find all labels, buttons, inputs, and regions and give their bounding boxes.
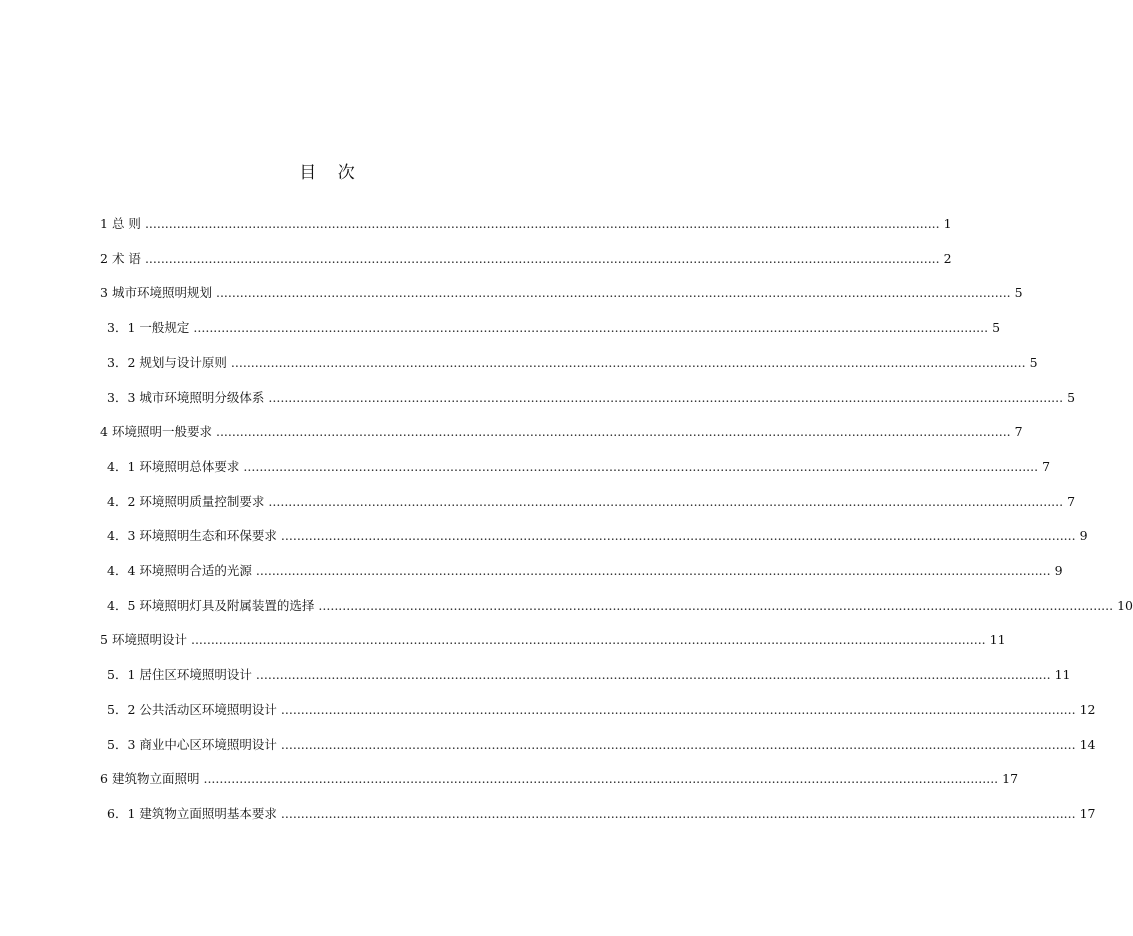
toc-entry-title: 建筑物立面照明基本要求 [139, 806, 277, 821]
toc-entry-number: 4．5 [107, 598, 136, 613]
toc-entry-number: 3．1 [107, 320, 136, 335]
toc-entry-page-number: 2 [943, 251, 952, 266]
toc-entry-title: 居住区环境照明设计 [139, 667, 252, 682]
toc-entry [107, 665, 1071, 685]
toc-entry-title: 城市环境照明规划 [111, 285, 212, 300]
toc-entry-title: 环境照明设计 [111, 632, 187, 647]
toc-entry-page-number: 14 [1079, 737, 1096, 752]
toc-entry-page-number: 17 [1079, 806, 1096, 821]
toc-dot-leader: ........................................................................................................................................................................................................ [280, 806, 1076, 821]
toc-entry [107, 700, 1096, 720]
toc-entry-number: 5．2 [107, 702, 136, 717]
toc-entry-page-number: 10 [1117, 598, 1133, 613]
toc-entry-title: 商业中心区环境照明设计 [139, 737, 277, 752]
toc-entry [107, 735, 1096, 755]
toc-entry-number: 4 [100, 424, 108, 439]
toc-entry-title: 环境照明合适的光源 [139, 563, 252, 578]
toc-entry [107, 492, 1076, 512]
toc-dot-leader: ........................................................................................................................................................................................................ [203, 771, 999, 786]
toc-dot-leader: ........................................................................................................................................................................................................ [318, 598, 1114, 613]
toc-entry-number: 3．2 [107, 355, 136, 370]
toc-dot-leader: ........................................................................................................................................................................................................ [280, 737, 1076, 752]
toc-entry [107, 804, 1096, 824]
toc-dot-leader: ........................................................................................................................................................................................................ [144, 216, 940, 231]
toc-entry-number: 6 [100, 771, 108, 786]
toc-entry [100, 214, 952, 234]
toc-entry [107, 457, 1051, 477]
toc-entry-page-number: 7 [1042, 459, 1051, 474]
toc-entry [100, 769, 1019, 789]
toc-entry-number: 5．3 [107, 737, 136, 752]
toc-entry-page-number: 5 [1014, 285, 1023, 300]
toc-dot-leader: ........................................................................................................................................................................................................ [268, 390, 1064, 405]
toc-entry-title: 环境照明质量控制要求 [139, 494, 265, 509]
toc-entry-number: 4．1 [107, 459, 136, 474]
toc-entry-page-number: 7 [1014, 424, 1023, 439]
toc-entry-page-number: 7 [1067, 494, 1076, 509]
toc-entry [100, 422, 1023, 442]
toc-entry-page-number: 9 [1054, 563, 1063, 578]
toc-entry-title: 术 语 [111, 251, 141, 266]
toc-dot-leader: ........................................................................................................................................................................................................ [280, 528, 1076, 543]
toc-dot-leader: ........................................................................................................................................................................................................ [255, 667, 1051, 682]
toc-entry [107, 526, 1088, 546]
toc-entry-page-number: 11 [1054, 667, 1071, 682]
toc-entry [100, 283, 1023, 303]
toc-dot-leader: ........................................................................................................................................................................................................ [215, 285, 1011, 300]
toc-entry-number: 3 [100, 285, 108, 300]
toc-dot-leader: ........................................................................................................................................................................................................ [280, 702, 1076, 717]
toc-entry-page-number: 5 [1067, 390, 1076, 405]
toc-entry-number: 4．3 [107, 528, 136, 543]
toc-entry-number: 5．1 [107, 667, 136, 682]
toc-entry-page-number: 17 [1002, 771, 1019, 786]
toc-entry-page-number: 11 [989, 632, 1006, 647]
toc-entry-title: 环境照明灯具及附属装置的选择 [139, 598, 315, 613]
toc-entry-page-number: 5 [992, 320, 1001, 335]
toc-entry-page-number: 9 [1079, 528, 1088, 543]
toc-entry-title: 规划与设计原则 [139, 355, 227, 370]
toc-dot-leader: ........................................................................................................................................................................................................ [230, 355, 1026, 370]
toc-entry-title: 建筑物立面照明 [111, 771, 200, 786]
toc-entry [107, 596, 1133, 616]
toc-entry-number: 4．2 [107, 494, 136, 509]
toc-entry-title: 环境照明生态和环保要求 [139, 528, 277, 543]
toc-entry-title: 总 则 [111, 216, 141, 231]
toc-entry-page-number: 12 [1079, 702, 1096, 717]
toc-dot-leader: ........................................................................................................................................................................................................ [190, 632, 986, 647]
toc-entry-number: 3．3 [107, 390, 136, 405]
toc-entry [100, 249, 952, 269]
toc-entry-title: 城市环境照明分级体系 [139, 390, 265, 405]
toc-entry [100, 630, 1006, 650]
page-title: 目 次 [299, 163, 363, 183]
toc-entry-page-number: 1 [943, 216, 952, 231]
toc-entry-number: 1 [100, 216, 108, 231]
toc-entry-number: 2 [100, 251, 108, 266]
toc-dot-leader: ........................................................................................................................................................................................................ [243, 459, 1039, 474]
toc-dot-leader: ........................................................................................................................................................................................................ [144, 251, 940, 266]
toc-entry [107, 561, 1063, 581]
toc-entry-title: 环境照明一般要求 [111, 424, 212, 439]
toc-dot-leader: ........................................................................................................................................................................................................ [193, 320, 989, 335]
toc-entry-title: 环境照明总体要求 [139, 459, 240, 474]
toc-entry [107, 353, 1038, 373]
toc-entry [107, 318, 1001, 338]
toc-entry [107, 388, 1076, 408]
toc-entry-number: 6．1 [107, 806, 136, 821]
toc-entry-number: 5 [100, 632, 108, 647]
toc-dot-leader: ........................................................................................................................................................................................................ [268, 494, 1064, 509]
toc-dot-leader: ........................................................................................................................................................................................................ [255, 563, 1051, 578]
toc-entry-number: 4．4 [107, 563, 136, 578]
toc-entry-page-number: 5 [1029, 355, 1038, 370]
toc-entry-title: 公共活动区环境照明设计 [139, 702, 277, 717]
toc-entry-title: 一般规定 [139, 320, 190, 335]
toc-dot-leader: ........................................................................................................................................................................................................ [215, 424, 1011, 439]
